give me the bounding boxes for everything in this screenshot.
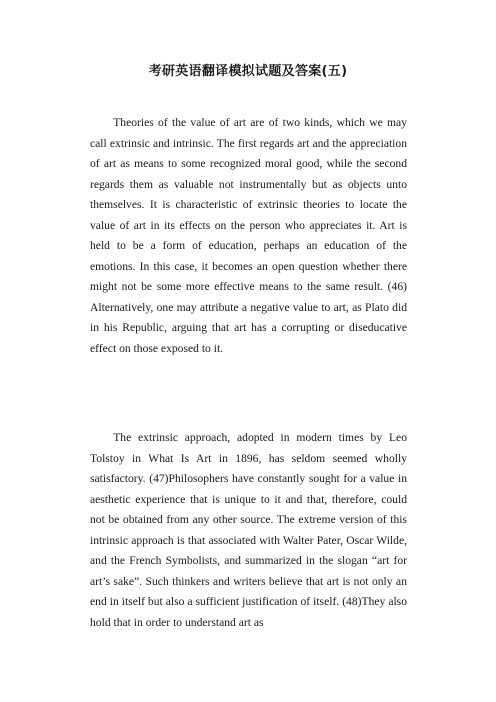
paragraph-2: The extrinsic approach, adopted in modern times by Leo Tolstoy in What Is Art in 1896, has seldom seemed wholly satisfactory. (47)Philosophers have constantly sought for a value in aesthetic experience that is unique to it and that, therefore, could not be obtained from any other source. The extreme version of this intrinsic approach is that associated with Walter Pater, Oscar Wilde, and the French Symbolists, and summarized in the slogan “art for art’s sake”. Such thinkers and writers believe that art is not only an end in itself but also a sufficient justification of itself. (48)They also hold that in order to understand art as bbox=[90, 431, 407, 629]
document-title: 考研英语翻译模拟试题及答案(五) bbox=[148, 64, 348, 79]
paragraph-1: Theories of the value of art are of two kinds, which we may call extrinsic and intrinsic. The first regards art and the appreciation of art as means to some recognized moral good, while the second regards them as valuable not instrumentally but as objects unto themselves. It is characteristic of extrinsic theories to locate the value of art in its effects on the person who appreciates it. Art is held to be a form of education, perhaps an education of the emotions. In this case, it becomes an open question whether there might not be some more effective means to the same result. (46) Alternatively, one may attribute a negative value to art, as Plato did in his Republic, arguing that art has a corrupting or diseducative effect on those exposed to it. bbox=[90, 116, 407, 355]
